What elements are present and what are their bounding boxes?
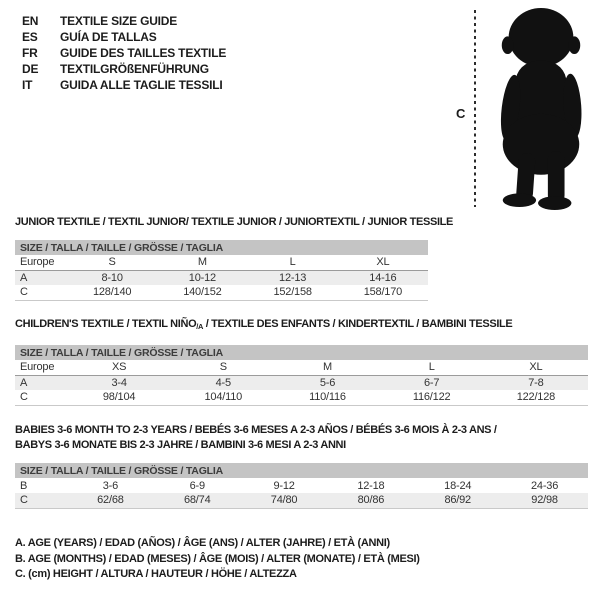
height-measure-dotted-line xyxy=(474,10,476,207)
table-cell: M xyxy=(157,255,247,270)
table-cell: L xyxy=(380,360,484,375)
table-row xyxy=(15,478,588,493)
size-header-bar: SIZE / TALLA / TAILLE / GRÖSSE / TAGLIA xyxy=(15,240,428,255)
section-title-line xyxy=(15,216,453,229)
table-cell: 62/68 xyxy=(67,493,154,508)
title-text: / TEXTILE DES ENFANTS / KINDERTEXTIL / BAMBINI TESSILE xyxy=(203,318,513,330)
row-label: Europe xyxy=(15,360,67,375)
table-row xyxy=(15,390,588,405)
table-cell: 116/122 xyxy=(380,390,484,405)
table-cell: 80/86 xyxy=(327,493,414,508)
table-cell: 24-36 xyxy=(531,479,559,492)
table-cell: 6-7 xyxy=(380,375,484,390)
measure-legend xyxy=(15,536,420,583)
title-text: CHILDREN'S TEXTILE / TEXTIL NIÑO xyxy=(15,318,197,330)
language-row xyxy=(22,45,226,61)
size-header-row xyxy=(15,463,588,478)
language-label: TEXTILGRÖßENFÜHRUNG xyxy=(60,62,209,76)
language-row xyxy=(22,13,226,29)
legend-line-b: B. AGE (MONTHS) / EDAD (MESES) / ÂGE (MOIS) / ALTER (MONATE) / ETÀ (MESI) xyxy=(15,552,420,565)
size-table xyxy=(15,240,428,301)
table-cell: 86/92 xyxy=(414,493,501,508)
size-table-section xyxy=(15,318,588,406)
language-label: TEXTILE SIZE GUIDE xyxy=(60,14,178,28)
table-cell: 74/80 xyxy=(241,493,328,508)
table-cell: 98/104 xyxy=(67,390,171,405)
language-row xyxy=(22,61,226,77)
table-row xyxy=(15,285,428,300)
table-cell: 92/98 xyxy=(501,493,588,508)
table-cell: 12-18 xyxy=(357,479,385,492)
table-cell: 3-6 xyxy=(102,479,119,492)
section-title xyxy=(15,318,588,333)
language-code: EN xyxy=(22,14,39,28)
table-cell: 7-8 xyxy=(484,375,588,390)
language-code: ES xyxy=(22,30,38,44)
language-code: DE xyxy=(22,62,39,76)
size-table-section xyxy=(15,423,588,509)
table-cell: 9-12 xyxy=(273,479,295,492)
language-label: GUÍA DE TALLAS xyxy=(60,30,157,44)
table-cell: 12-13 xyxy=(248,270,338,285)
table-cell: 110/116 xyxy=(275,390,379,405)
size-header-row xyxy=(15,240,428,255)
title-text: BABYS 3-6 MONATE BIS 2-3 JAHRE / BAMBINI 3-6 MESI A 2-3 ANNI xyxy=(15,438,346,451)
table-cell: 128/140 xyxy=(67,285,157,300)
row-label: C xyxy=(15,493,67,508)
section-title xyxy=(15,216,453,229)
table-cell: 158/170 xyxy=(338,285,428,300)
table-cell: L xyxy=(248,255,338,270)
language-code: IT xyxy=(22,78,33,92)
table-cell: 4-5 xyxy=(171,375,275,390)
title-text: BABIES 3-6 MONTH TO 2-3 YEARS / BEBÉS 3-6 MESES A 2-3 AÑOS / BÉBÉS 3-6 MOIS À 2-3 ANS / xyxy=(15,424,497,436)
row-label: C xyxy=(15,285,67,300)
table-cell: 10-12 xyxy=(157,270,247,285)
toddler-silhouette-icon xyxy=(482,6,600,210)
height-measure-label: C xyxy=(456,106,466,121)
legend-line-c: C. (cm) HEIGHT / ALTURA / HAUTEUR / HÖHE / ALTEZZA xyxy=(15,568,297,580)
table-cell: 104/110 xyxy=(171,390,275,405)
language-list xyxy=(22,13,226,93)
table-cell: 6-9 xyxy=(189,479,205,492)
table-cell: 140/152 xyxy=(157,285,247,300)
table-cell: XL xyxy=(338,255,428,270)
table-row xyxy=(15,270,428,285)
language-row xyxy=(22,29,226,45)
table-row xyxy=(15,360,588,375)
height-measure-figure xyxy=(450,5,600,211)
table-cell: XS xyxy=(67,360,171,375)
row-label: B xyxy=(20,479,28,492)
title-text: /A xyxy=(196,322,204,331)
section-title-line xyxy=(15,423,588,438)
table-cell: S xyxy=(171,360,275,375)
table-cell: 18-24 xyxy=(444,479,472,492)
size-header-bar: SIZE / TALLA / TAILLE / GRÖSSE / TAGLIA xyxy=(15,463,588,478)
row-label: A xyxy=(15,375,67,390)
row-label: C xyxy=(15,390,67,405)
table-row xyxy=(15,255,428,270)
table-cell: 14-16 xyxy=(338,270,428,285)
table-cell: XL xyxy=(484,360,588,375)
table-cell: S xyxy=(67,255,157,270)
language-label: GUIDE DES TAILLES TEXTILE xyxy=(60,46,227,60)
section-title xyxy=(15,423,588,452)
language-row xyxy=(22,77,226,93)
size-header-row xyxy=(15,345,588,360)
row-label: A xyxy=(15,270,67,285)
section-title-line xyxy=(15,438,588,453)
table-cell: 5-6 xyxy=(275,375,379,390)
table-cell: 122/128 xyxy=(484,390,588,405)
table-cell: 8-10 xyxy=(67,270,157,285)
size-header-bar: SIZE / TALLA / TAILLE / GRÖSSE / TAGLIA xyxy=(15,345,588,360)
size-table xyxy=(15,463,588,509)
section-title-line xyxy=(15,318,588,333)
language-label: GUIDA ALLE TAGLIE TESSILI xyxy=(60,78,223,92)
table-cell: 3-4 xyxy=(67,375,171,390)
title-text: JUNIOR TEXTILE / TEXTIL JUNIOR/ TEXTILE JUNIOR / JUNIORTEXTIL / JUNIOR TESSILE xyxy=(15,216,454,228)
legend-line-a: A. AGE (YEARS) / EDAD (AÑOS) / ÂGE (ANS) / ALTER (JAHRE) / ETÀ (ANNI) xyxy=(15,537,390,549)
table-cell: M xyxy=(275,360,379,375)
table-cell: 68/74 xyxy=(154,493,241,508)
table-row xyxy=(15,375,588,390)
language-code: FR xyxy=(22,46,38,60)
size-table-section xyxy=(15,216,453,301)
table-cell: 152/158 xyxy=(248,285,338,300)
size-table xyxy=(15,345,588,406)
table-row xyxy=(15,493,588,508)
row-label: Europe xyxy=(15,255,67,270)
